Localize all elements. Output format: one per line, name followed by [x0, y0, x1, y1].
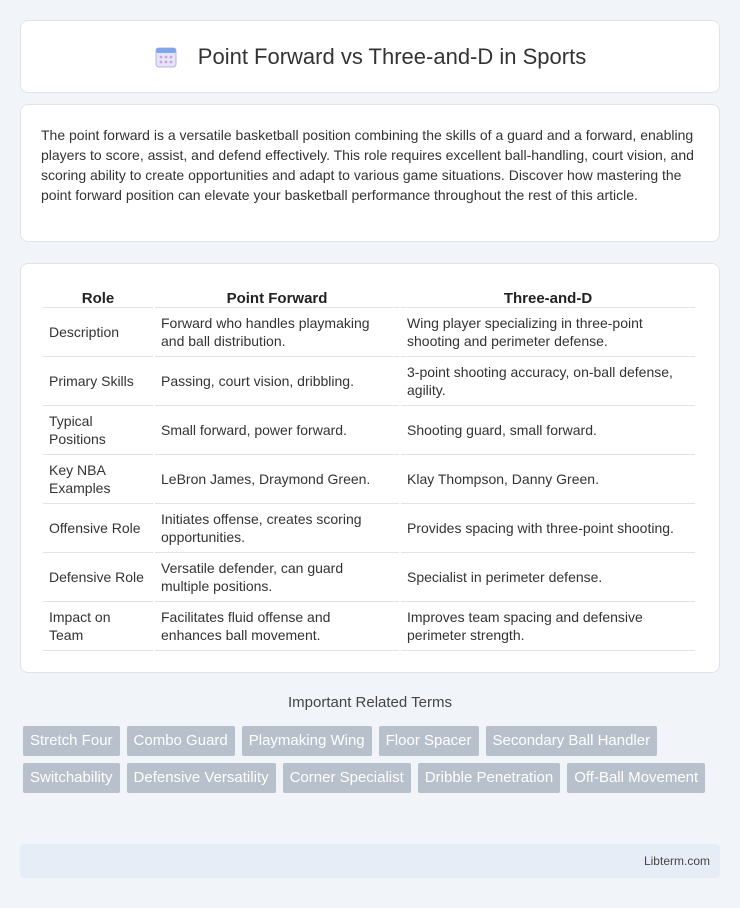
point-forward-cell: Facilitates fluid offense and enhances ball movement.: [155, 602, 399, 651]
table-row: [43, 406, 695, 455]
table-row: [43, 308, 695, 357]
calendar-icon: [154, 45, 178, 69]
table-header-row: [43, 286, 695, 308]
point-forward-cell: Passing, court vision, dribbling.: [155, 357, 399, 406]
tag-playmaking-wing[interactable]: Playmaking Wing: [242, 726, 372, 756]
row-label: Offensive Role: [43, 504, 153, 553]
tag-corner-specialist[interactable]: Corner Specialist: [283, 763, 411, 793]
comparison-table-card: [20, 263, 720, 673]
column-header-three-and-d: Three-and-D: [401, 286, 695, 308]
point-forward-cell: LeBron James, Draymond Green.: [155, 455, 399, 504]
page-title: Point Forward vs Three-and-D in Sports: [197, 43, 587, 69]
footer: [20, 844, 720, 878]
three-and-d-cell: Wing player specializing in three-point shooting and perimeter defense.: [401, 308, 695, 357]
point-forward-cell: Versatile defender, can guard multiple positions.: [155, 553, 399, 602]
row-label: Primary Skills: [43, 357, 153, 406]
tag-combo-guard[interactable]: Combo Guard: [127, 726, 235, 756]
point-forward-cell: Initiates offense, creates scoring opportunities.: [155, 504, 399, 553]
point-forward-cell: Forward who handles playmaking and ball distribution.: [155, 308, 399, 357]
header-card: [20, 20, 720, 93]
table-row: [43, 504, 695, 553]
tag-floor-spacer[interactable]: Floor Spacer: [379, 726, 479, 756]
column-header-point-forward: Point Forward: [155, 286, 399, 308]
column-header-role: Role: [43, 286, 153, 308]
row-label: Typical Positions: [43, 406, 153, 455]
three-and-d-cell: Klay Thompson, Danny Green.: [401, 455, 695, 504]
table-row: [43, 455, 695, 504]
table-row: [43, 553, 695, 602]
tag-defensive-versatility[interactable]: Defensive Versatility: [127, 763, 276, 793]
point-forward-cell: Small forward, power forward.: [155, 406, 399, 455]
tag-off-ball-movement[interactable]: Off-Ball Movement: [567, 763, 705, 793]
tag-dribble-penetration[interactable]: Dribble Penetration: [418, 763, 560, 793]
related-terms-title: Important Related Terms: [288, 694, 452, 711]
three-and-d-cell: Provides spacing with three-point shooting.: [401, 504, 695, 553]
table-row: [43, 357, 695, 406]
row-label: Impact on Team: [43, 602, 153, 651]
intro-text: The point forward is a versatile basketball position combining the skills of a guard and a forward, enabling players to score, assist, and defend effectively. This role requires excellent ball-handling, court vision, and scoring ability to create opportunities and adapt to various game situations. Discover how mastering the point forward position can elevate your basketball performance throughout the rest of this article.: [41, 127, 694, 203]
tag-stretch-four[interactable]: Stretch Four: [23, 726, 120, 756]
tag-switchability[interactable]: Switchability: [23, 763, 120, 793]
row-label: Key NBA Examples: [43, 455, 153, 504]
three-and-d-cell: Improves team spacing and defensive perimeter strength.: [401, 602, 695, 651]
intro-card: [20, 104, 720, 242]
tag-secondary-ball-handler[interactable]: Secondary Ball Handler: [486, 726, 658, 756]
row-label: Description: [43, 308, 153, 357]
three-and-d-cell: Specialist in perimeter defense.: [401, 553, 695, 602]
three-and-d-cell: Shooting guard, small forward.: [401, 406, 695, 455]
table-row: [43, 602, 695, 651]
three-and-d-cell: 3-point shooting accuracy, on-ball defense, agility.: [401, 357, 695, 406]
footer-site-link[interactable]: Libterm.com: [643, 854, 710, 868]
related-terms-tags: [23, 726, 713, 800]
row-label: Defensive Role: [43, 553, 153, 602]
comparison-table: [41, 286, 697, 651]
